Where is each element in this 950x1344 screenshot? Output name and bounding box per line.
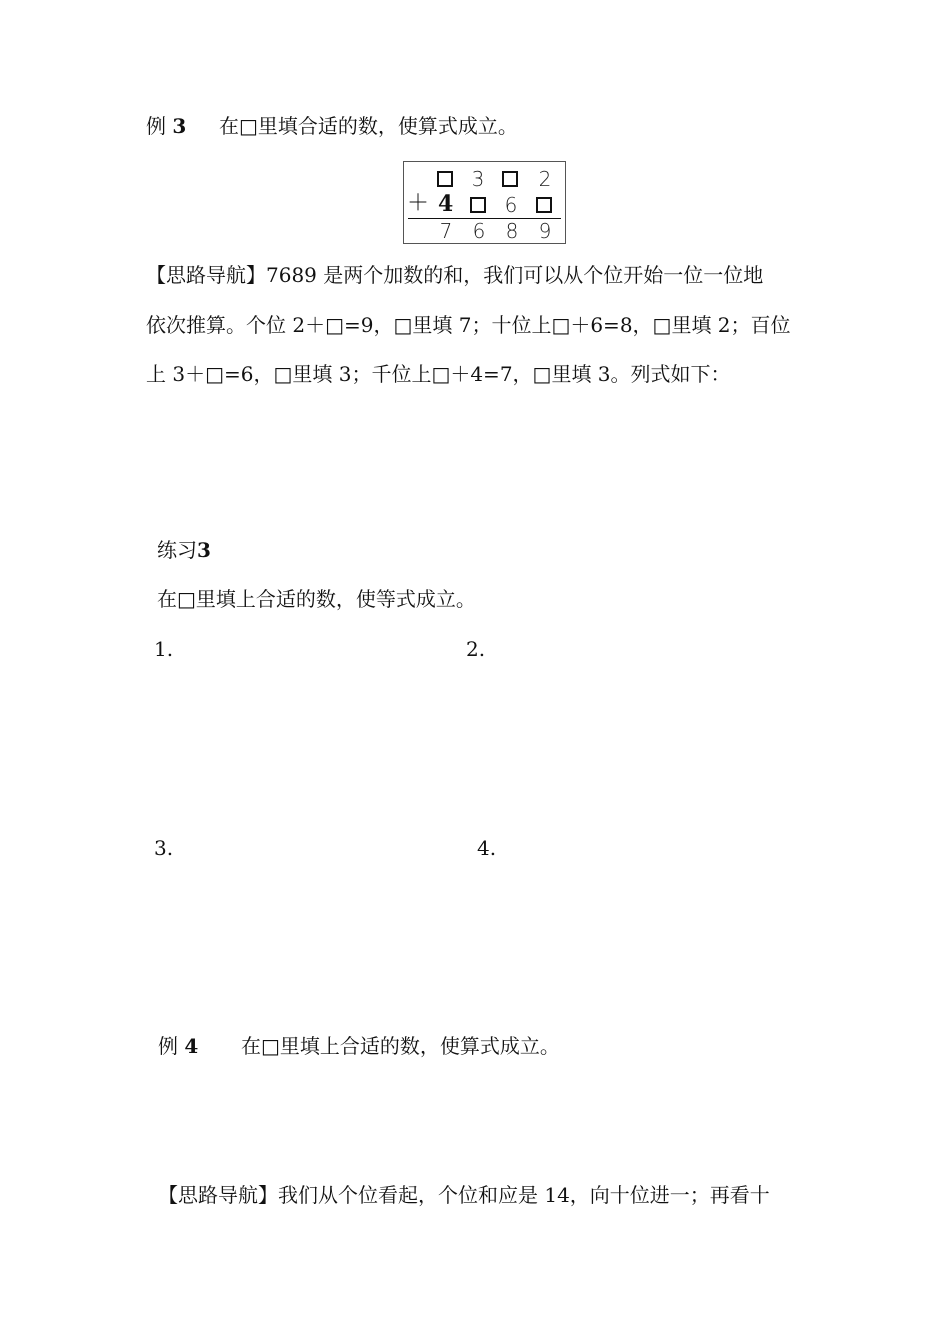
digit: 3 (471, 167, 485, 191)
digit: 2 (538, 167, 552, 191)
example3-heading (146, 114, 518, 138)
example4-heading (158, 1034, 560, 1058)
practice-item-1: 1. (154, 637, 174, 661)
example4-number: 4 (184, 1034, 199, 1058)
example3-hint-line-3: 上 3＋□=6，□里填 3；千位上□＋4=7，□里填 3。列式如下： (146, 362, 731, 386)
plus-sign: ＋ (407, 191, 430, 216)
example4-instruction: 在□里填上合适的数，使算式成立。 (241, 1034, 560, 1058)
example4-hint-line-1: 【思路导航】我们从个位看起，个位和应是 14，向十位进一；再看十 (158, 1183, 770, 1207)
example3-hint-line-1: 【思路导航】7689 是两个加数的和，我们可以从个位开始一位一位地 (146, 263, 764, 287)
practice3-heading (157, 538, 211, 562)
blank-box[interactable] (502, 171, 518, 187)
practice3-number: 3 (197, 538, 211, 562)
practice-item-2: 2. (466, 637, 486, 661)
digit: 8 (505, 219, 519, 243)
digit: 6 (472, 219, 486, 243)
digit: 7 (439, 219, 453, 243)
practice3-label: 练习 (157, 538, 197, 562)
example4-label: 例 (158, 1034, 178, 1058)
digit: 9 (538, 219, 552, 243)
practice3-instruction: 在□里填上合适的数，使等式成立。 (157, 587, 476, 611)
example3-hint-line-2: 依次推算。个位 2＋□=9，□里填 7；十位上□＋6=8，□里填 2；百位 (146, 313, 791, 337)
digit: 4 (438, 191, 454, 217)
example3-instruction: 在□里填合适的数，使算式成立。 (219, 114, 518, 138)
practice-item-4: 4. (477, 836, 497, 860)
blank-box[interactable] (536, 197, 552, 213)
example3-label: 例 (146, 114, 166, 138)
addition-problem-box (403, 161, 566, 244)
practice-item-3: 3. (154, 836, 174, 860)
blank-box[interactable] (437, 171, 453, 187)
digit: 6 (504, 193, 518, 217)
example3-number: 3 (172, 114, 187, 138)
blank-box[interactable] (470, 197, 486, 213)
